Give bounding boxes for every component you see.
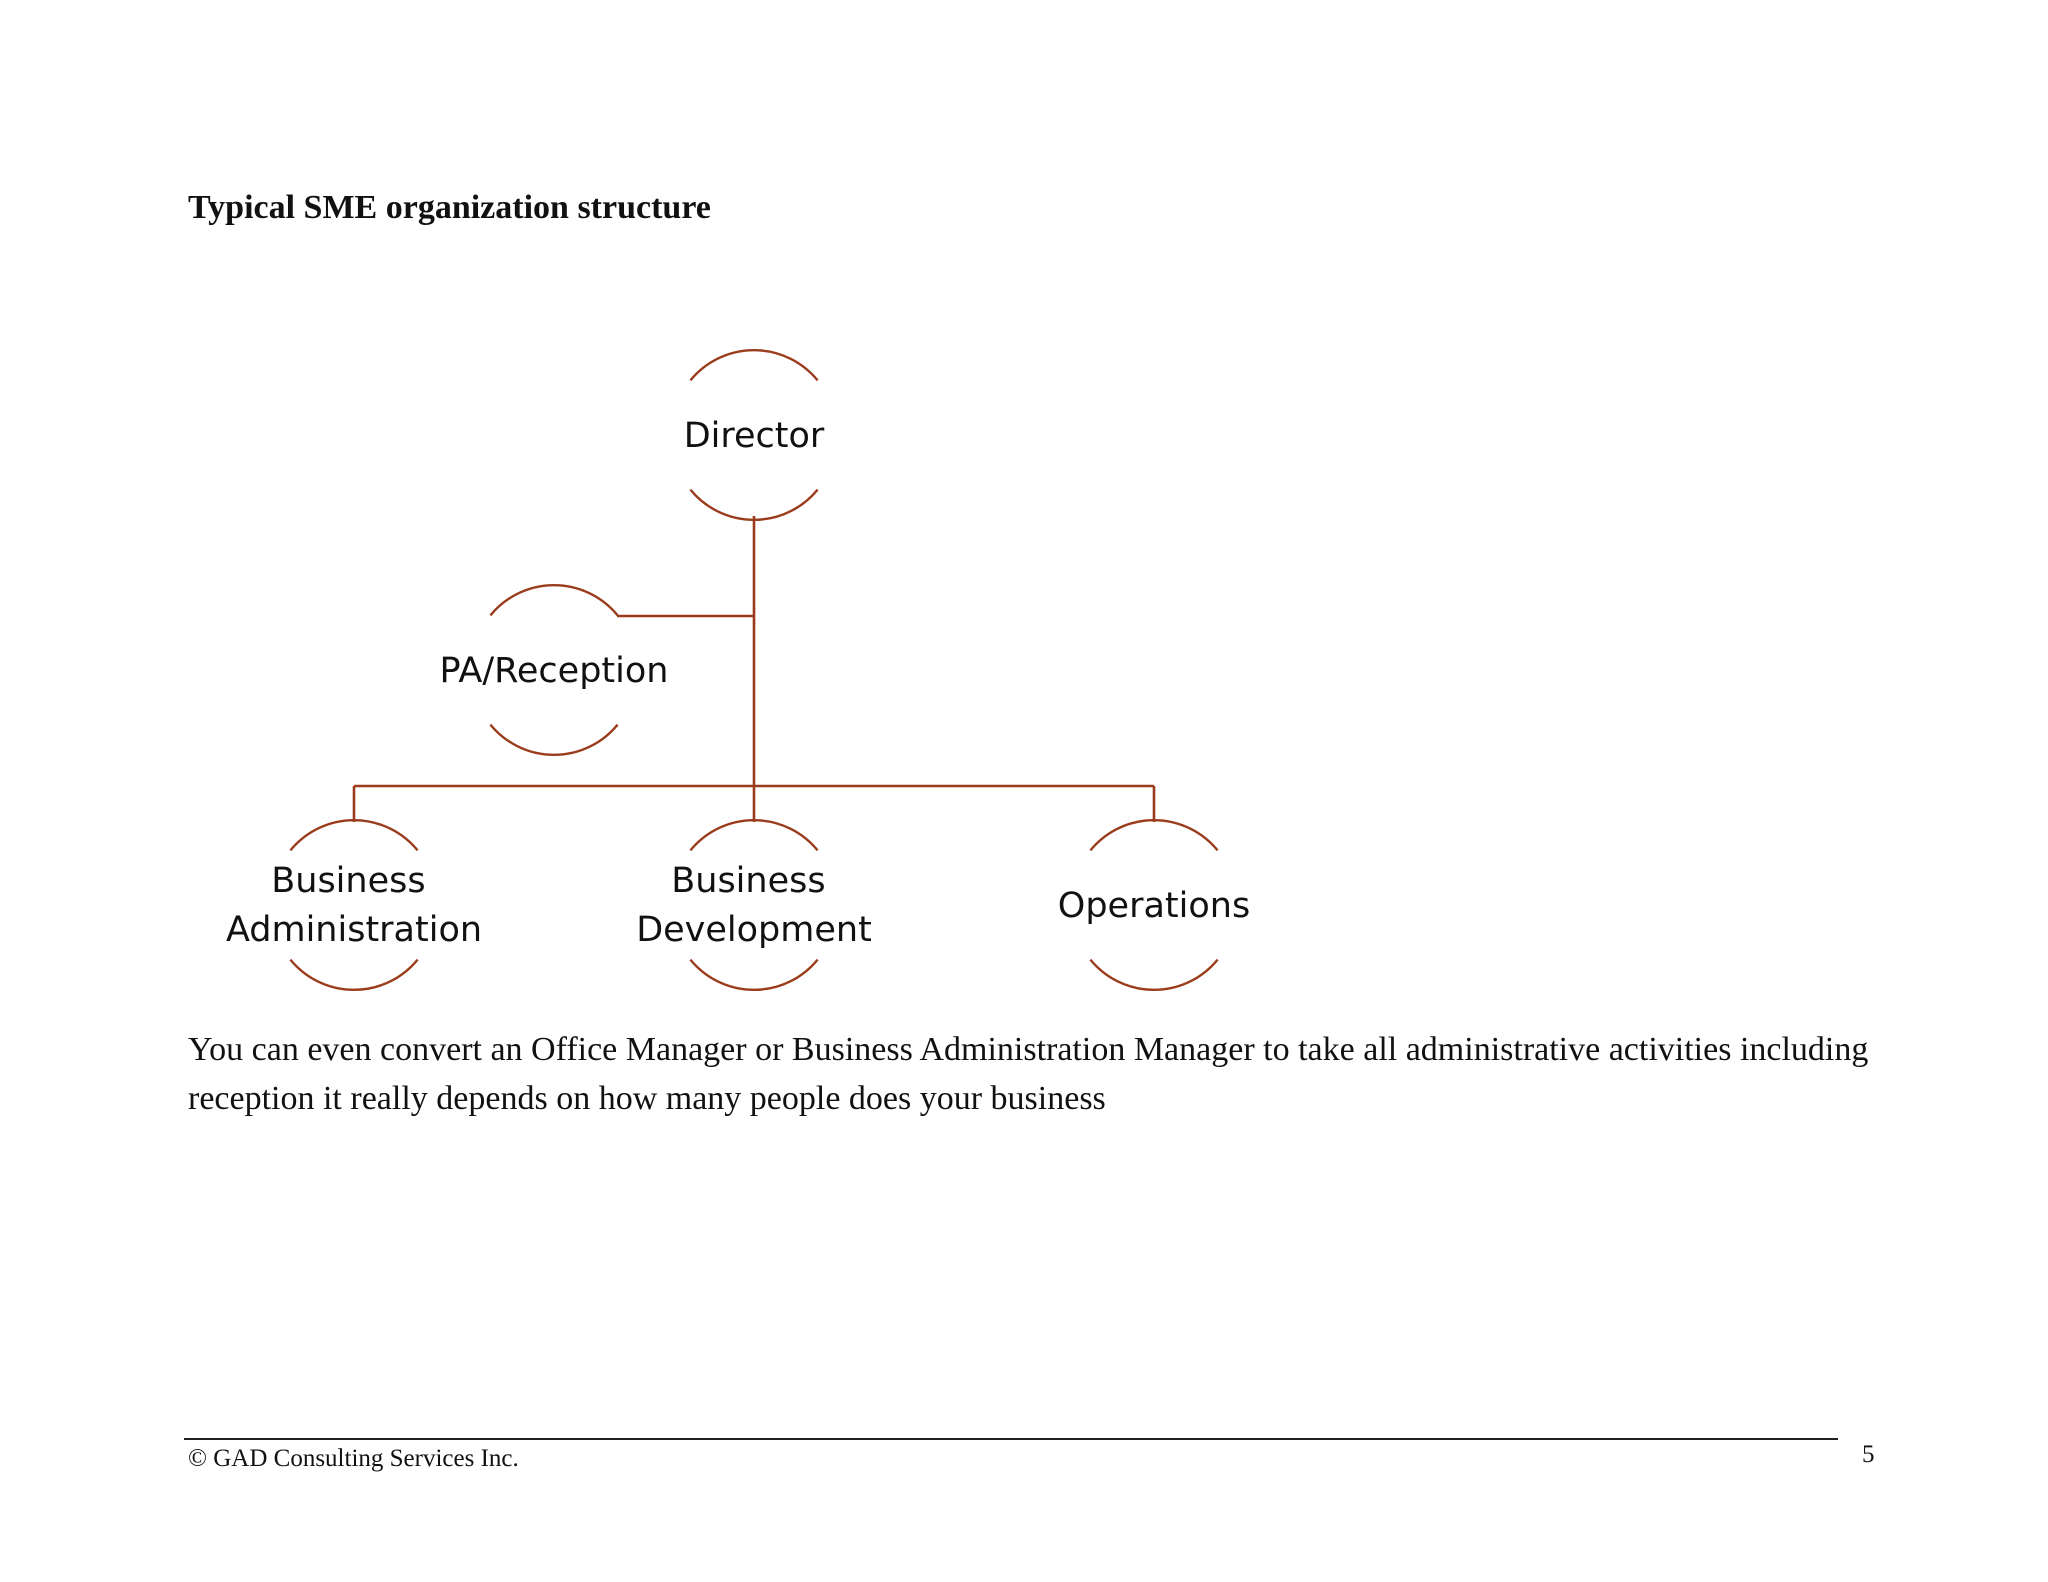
pa-reception-node-top-arc [490,585,617,615]
business-development-node-bottom-arc [690,960,817,990]
pa-reception-node-label: PA/Reception [439,651,669,691]
operations-node-bottom-arc [1090,960,1217,990]
footer-copyright: © GAD Consulting Services Inc. [188,1445,519,1472]
pa-reception-node-bottom-arc [490,725,617,755]
body-paragraph: You can even convert an Office Manager or Business Administration Manager to take all administrative activities including reception it really depends on how many people does your business [188,1031,1869,1117]
business-administration-node-label: Business Administration [225,861,483,950]
business-administration-node-top-arc [290,820,417,850]
business-development-node-top-arc [690,820,817,850]
operations-node-top-arc [1090,820,1217,850]
business-administration-node-bottom-arc [290,960,417,990]
director-node-top-arc [690,350,817,380]
page-number: 5 [1862,1441,1875,1468]
page-heading: Typical SME organization structure [188,189,711,226]
business-development-node-label: Business Development [636,861,872,950]
director-node-label: Director [683,416,825,456]
director-node-bottom-arc [690,490,817,520]
operations-node-label: Operations [1057,886,1251,926]
footer-divider [184,1438,1838,1440]
